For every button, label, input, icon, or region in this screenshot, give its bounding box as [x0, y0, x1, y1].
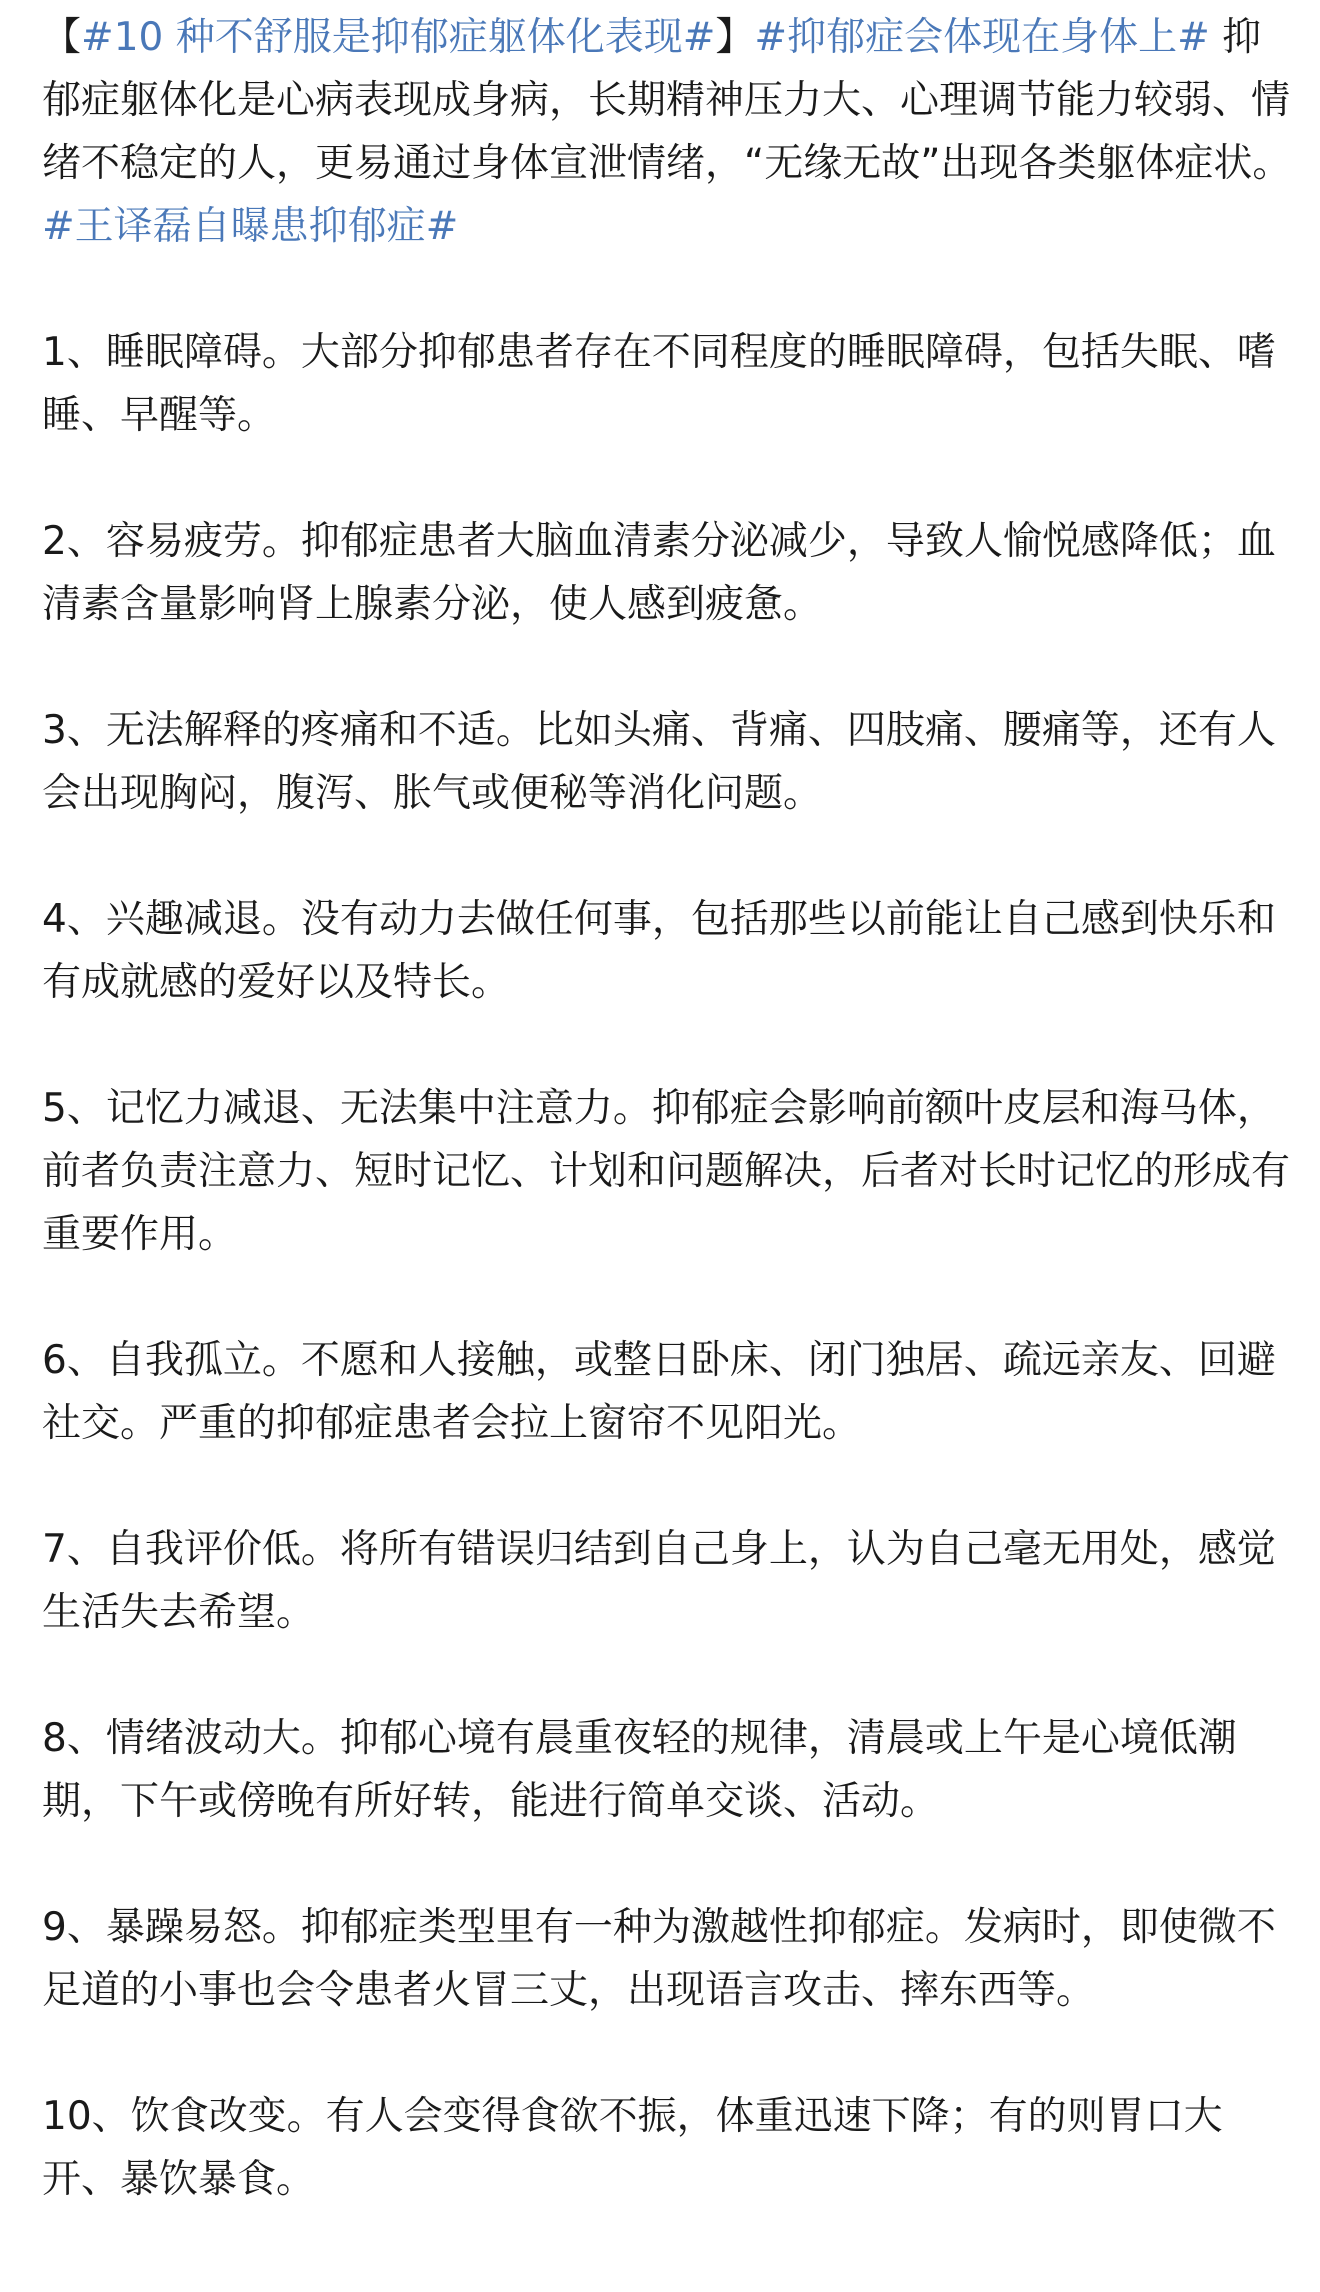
list-item: 5、记忆力减退、无法集中注意力。抑郁症会影响前额叶皮层和海马体，前者负责注意力、短时记忆、计划和问题解决，后者对长时记忆的形成有重要作用。 — [42, 1086, 1291, 1257]
list-item: 3、无法解释的疼痛和不适。比如头痛、背痛、四肢痛、腰痛等，还有人会出现胸闷，腹泻、胀气或便秘等消化问题。 — [42, 708, 1276, 816]
list-item: 6、自我孤立。不愿和人接触，或整日卧床、闭门独居、疏远亲友、回避社交。严重的抑郁症患者会拉上窗帘不见阳光。 — [42, 1338, 1276, 1446]
paragraph-gap — [42, 1266, 1292, 1329]
topic-link-celebrity-news[interactable]: #王译磊自曝患抑郁症# — [42, 204, 459, 249]
paragraph-gap — [42, 1014, 1292, 1077]
paragraph-gap — [42, 1455, 1292, 1518]
paragraph-gap — [42, 447, 1292, 510]
list-item: 7、自我评价低。将所有错误归结到自己身上，认为自己毫无用处，感觉生活失去希望。 — [42, 1527, 1276, 1635]
list-item: 2、容易疲劳。抑郁症患者大脑血清素分泌减少，导致人愉悦感降低；血清素含量影响肾上腺素分泌，使人感到疲惫。 — [42, 519, 1276, 627]
bracket-close: 】 — [715, 15, 755, 60]
post-intro — [42, 6, 1292, 258]
paragraph-gap — [42, 1644, 1292, 1707]
paragraph-gap — [42, 2022, 1292, 2085]
bracket-open: 【 — [42, 15, 82, 60]
topic-link-10-symptoms[interactable]: #10 种不舒服是抑郁症躯体化表现# — [81, 15, 716, 60]
list-item: 4、兴趣减退。没有动力去做任何事，包括那些以前能让自己感到快乐和有成就感的爱好以及特长。 — [42, 897, 1276, 1005]
paragraph-gap — [42, 825, 1292, 888]
list-item: 8、情绪波动大。抑郁心境有晨重夜轻的规律，清晨或上午是心境低潮期，下午或傍晚有所好转，能进行简单交谈、活动。 — [42, 1716, 1237, 1824]
paragraph-gap — [42, 258, 1292, 321]
paragraph-gap — [42, 636, 1292, 699]
intro-body-text: 抑郁症躯体化是心病表现成身病，长期精神压力大、心理调节能力较弱、情绪不稳定的人，更易通过身体宣泄情绪，“无缘无故”出现各类躯体症状。 — [42, 15, 1292, 186]
list-item: 9、暴躁易怒。抑郁症类型里有一种为激越性抑郁症。发病时，即使微不足道的小事也会令患者火冒三丈，出现语言攻击、摔东西等。 — [42, 1905, 1276, 2013]
list-item: 1、睡眠障碍。大部分抑郁患者存在不同程度的睡眠障碍，包括失眠、嗜睡、早醒等。 — [42, 330, 1276, 438]
list-item: 10、饮食改变。有人会变得食欲不振，体重迅速下降；有的则胃口大开、暴饮暴食。 — [42, 2094, 1223, 2202]
topic-link-depression-body[interactable]: #抑郁症会体现在身体上# — [754, 15, 1210, 60]
paragraph-gap — [42, 1833, 1292, 1896]
